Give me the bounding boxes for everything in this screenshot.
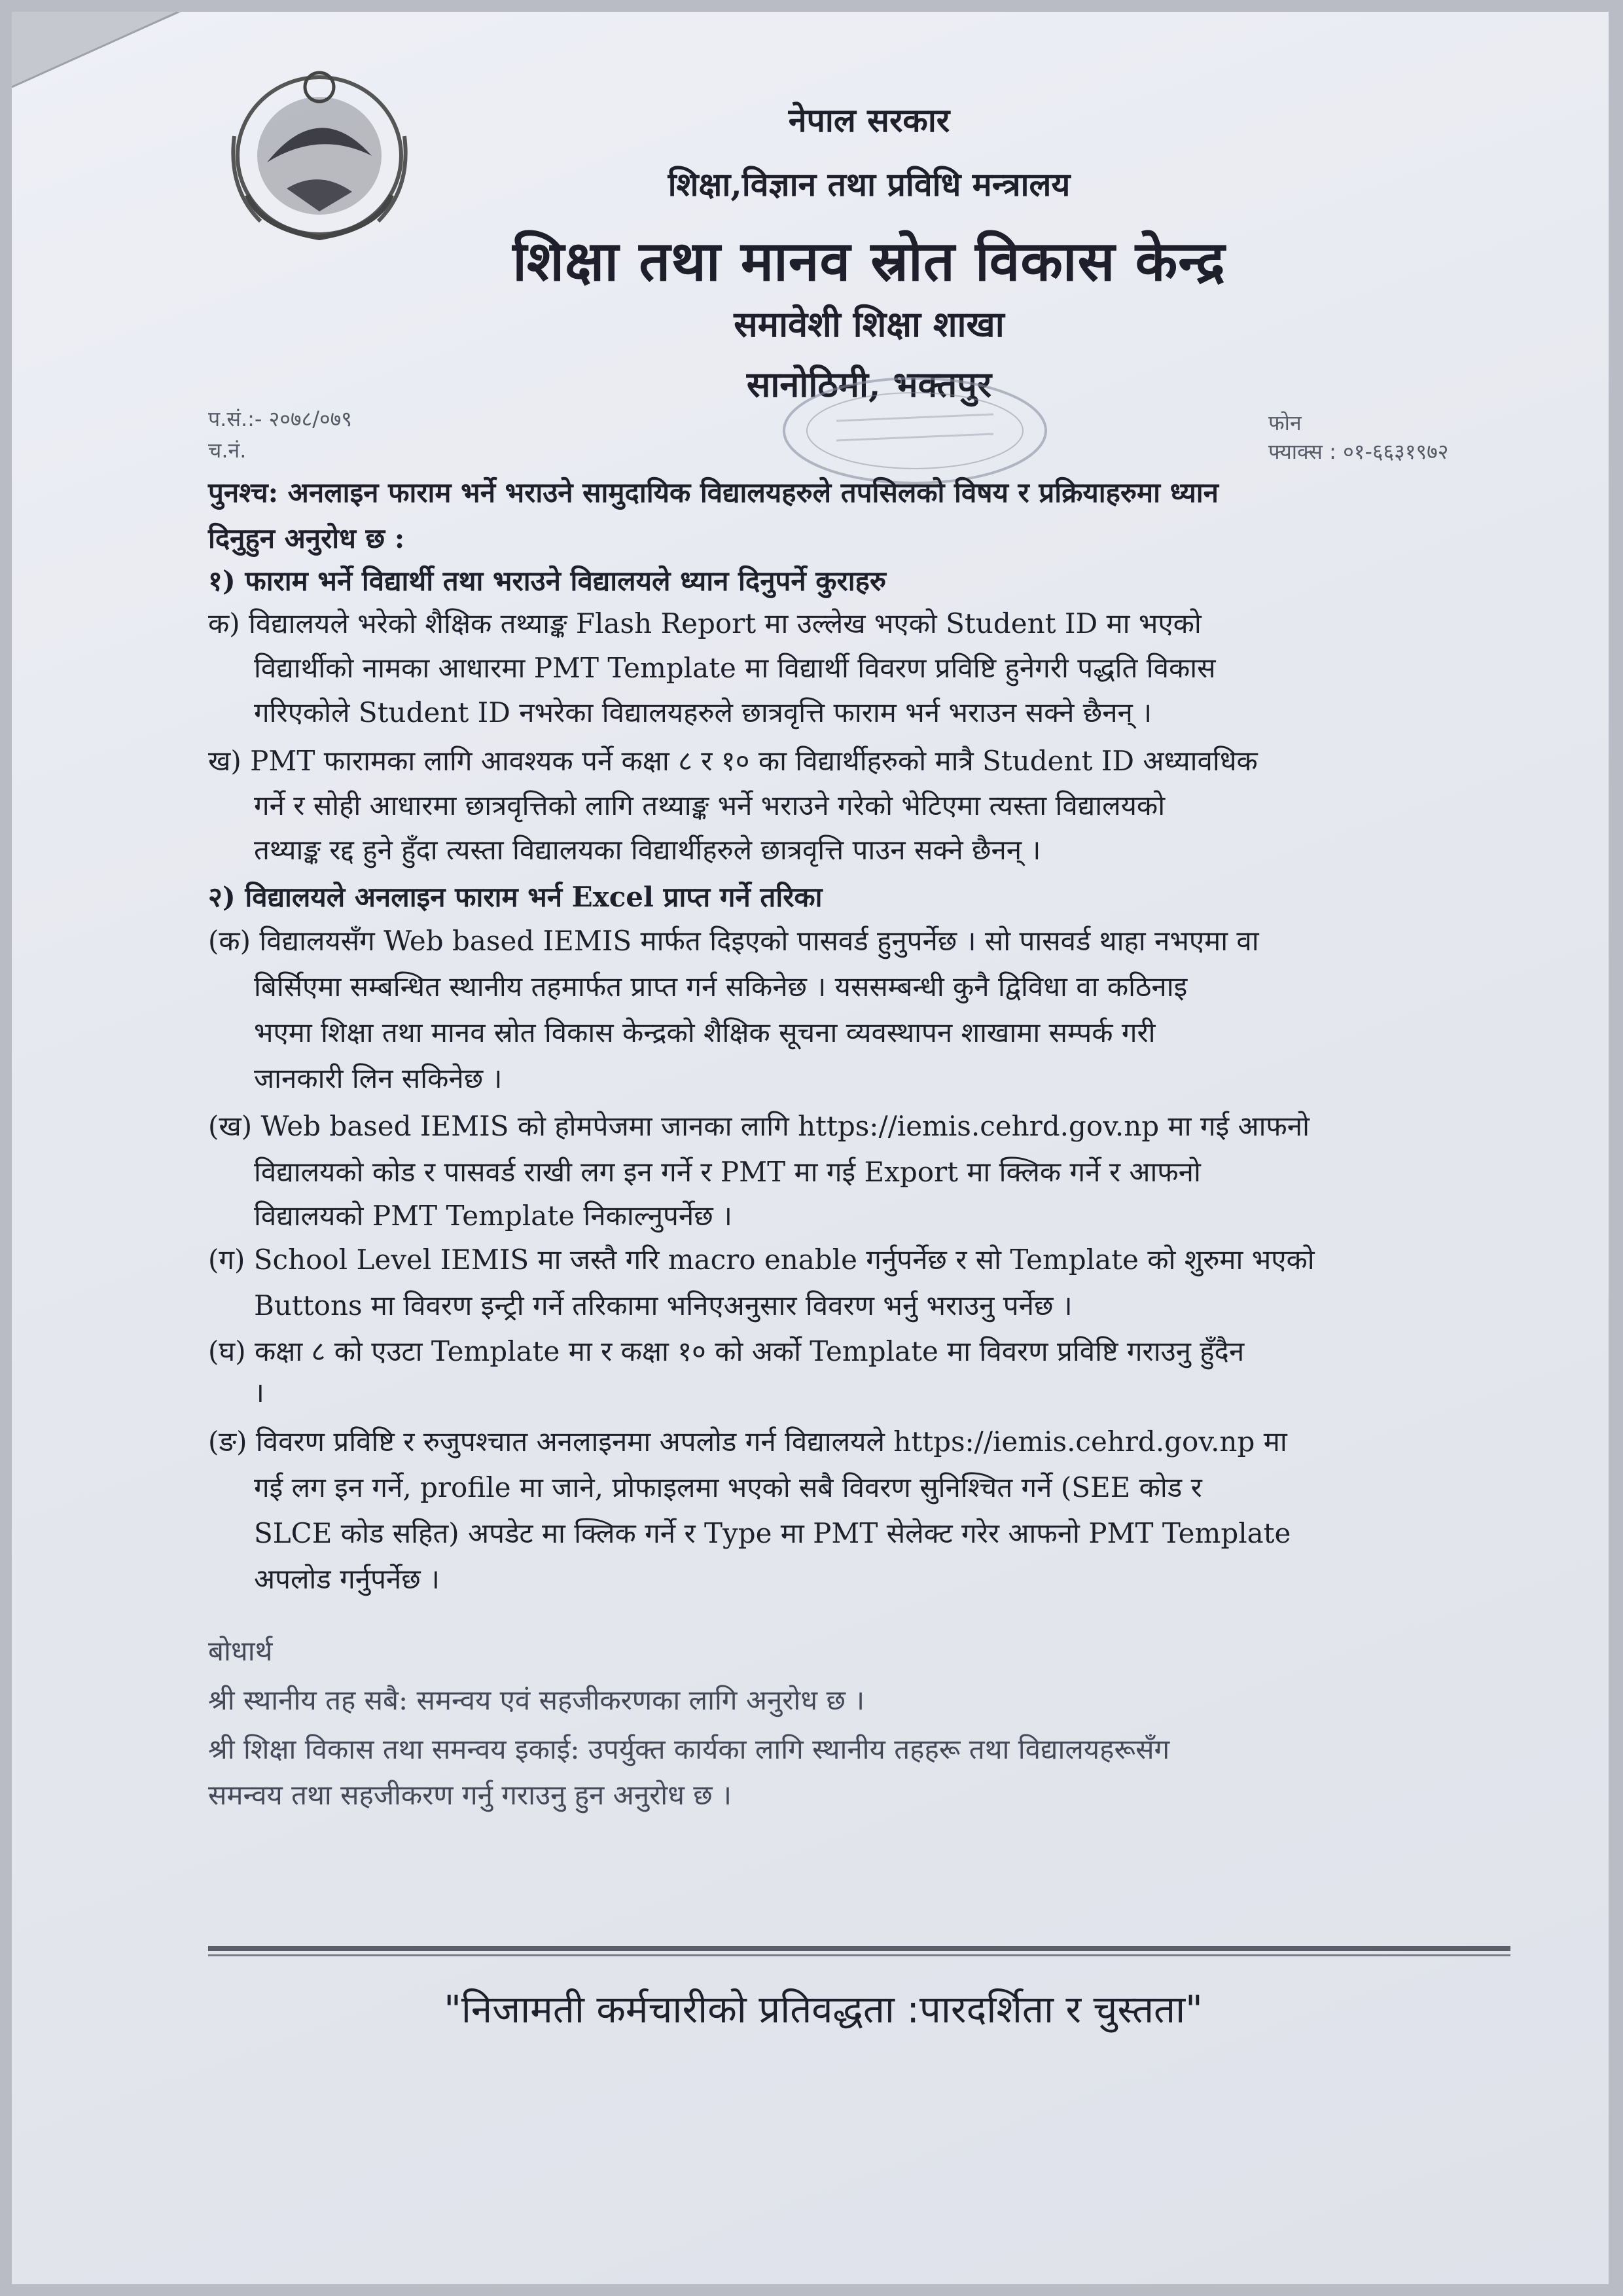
footer-rule-thin — [208, 1954, 1510, 1956]
header-address: सानोठिमी, भक्तपुर — [746, 363, 992, 405]
cc-line-2a: श्री शिक्षा विकास तथा समन्वय इकाई: उपर्युक्त कार्यका लागि स्थानीय तहहरू तथा विद्यालयहरूसँग — [208, 1733, 1170, 1765]
fax-number: फ्याक्स : ०१-६६३१९७२ — [1268, 439, 1449, 464]
section-2-item-kha-line-2: विद्यालयको कोड र पासवर्ड राखी लग इन गर्ने र PMT मा गई Export मा क्लिक गर्ने र आफनो — [254, 1156, 1201, 1188]
header-ministry: शिक्षा,विज्ञान तथा प्रविधि मन्त्रालय — [668, 165, 1071, 204]
intro-line-2: दिनुहुन अनुरोध छ : — [208, 522, 405, 554]
section-2-item-kha-line-1: (ख) Web based IEMIS को होमपेजमा जानका लागि https://iemis.cehrd.gov.np मा गई आफनो — [208, 1110, 1310, 1142]
reference-number: प.सं.:- २०७८/०७९ — [208, 406, 352, 431]
section-1-item-a-line-1: क) विद्यालयले भरेको शैक्षिक तथ्याङ्क Flash Report मा उल्लेख भएको Student ID मा भएको — [208, 607, 1202, 639]
header-section: समावेशी शिक्षा शाखा — [734, 303, 1005, 345]
cc-line-1: श्री स्थानीय तह सबै: समन्वय एवं सहजीकरणका लागि अनुरोध छ । — [208, 1684, 865, 1716]
section-1-item-b-line-1: ख) PMT फारामका लागि आवश्यक पर्ने कक्षा ८ र १० का विद्यार्थीहरुको मात्रै Student ID अध्यावधिक — [208, 745, 1258, 777]
section-2-item-ka-line-2: बिर्सिएमा सम्बन्धित स्थानीय तहमार्फत प्राप्त गर्न सकिनेछ । यससम्बन्धी कुनै द्विविधा वा कठिनाइ — [254, 971, 1188, 1003]
section-2-item-ga-line-2: Buttons मा विवरण इन्ट्री गर्ने तरिकामा भनिएअनुसार विवरण भर्नु भराउनु पर्नेछ । — [254, 1289, 1073, 1321]
intro-line-1: पुनश्च: अनलाइन फाराम भर्ने भराउने सामुदायिक विद्यालयहरुले तपसिलको विषय र प्रक्रियाहरुमा ध्यान — [208, 476, 1219, 509]
header-government: नेपाल सरकार — [788, 101, 950, 139]
cc-line-2b: समन्वय तथा सहजीकरण गर्नु गराउनु हुन अनुरोध छ । — [208, 1779, 732, 1811]
header-center: शिक्षा तथा मानव स्रोत विकास केन्द्र — [512, 228, 1226, 293]
dispatch-number: च.नं. — [208, 438, 247, 463]
section-1-item-b-line-2: गर्ने र सोही आधारमा छात्रवृत्तिको लागि तथ्याङ्क भर्ने भराउने गरेको भेटिएमा त्यस्ता विद्यालयको — [254, 789, 1166, 821]
section-2-item-nga-line-1: (ङ) विवरण प्रविष्टि र रुजुपश्चात अनलाइनमा अपलोड गर्न विद्यालयले https://iemis.cehrd.gov.np मा — [208, 1426, 1287, 1458]
section-2-heading: २) विद्यालयले अनलाइन फाराम भर्न Excel प्राप्त गर्ने तरिका — [208, 881, 823, 913]
section-2-item-ka-line-1: (क) विद्यालयसँग Web based IEMIS मार्फत दिइएको पासवर्ड हुनुपर्नेछ । सो पासवर्ड थाहा नभएमा वा — [208, 925, 1259, 957]
section-2-item-kha-line-3: विद्यालयको PMT Template निकाल्नुपर्नेछ । — [254, 1200, 732, 1232]
footer-rule — [208, 1946, 1510, 1951]
phone-label: फोन — [1268, 410, 1302, 435]
section-2-item-ga-line-1: (ग) School Level IEMIS मा जस्तै गरि macro enable गर्नुपर्नेछ र सो Template को शुरुमा भएको — [208, 1244, 1315, 1276]
section-1-item-a-line-3: गरिएकोले Student ID नभरेका विद्यालयहरुले छात्रवृत्ति फाराम भर्न भराउन सक्ने छैनन् । — [254, 696, 1152, 728]
nepal-government-emblem — [221, 58, 418, 247]
section-1-item-b-line-3: तथ्याङ्क रद्द हुने हुँदा त्यस्ता विद्यालयका विद्यार्थीहरुले छात्रवृत्ति पाउन सक्ने छैनन् । — [254, 834, 1041, 866]
section-1-item-a-line-2: विद्यार्थीको नामका आधारमा PMT Template मा विद्यार्थी विवरण प्रविष्टि हुनेगरी पद्धति विकास — [254, 652, 1216, 684]
section-2-item-gha-line-2: । — [254, 1376, 264, 1408]
section-2-item-nga-line-4: अपलोड गर्नुपर्नेछ । — [254, 1563, 440, 1595]
section-1-heading: १) फाराम भर्ने विद्यार्थी तथा भराउने विद्यालयले ध्यान दिनुपर्ने कुराहरु — [208, 565, 887, 597]
cc-heading: बोधार्थ — [208, 1635, 273, 1667]
section-2-item-ka-line-3: भएमा शिक्षा तथा मानव स्रोत विकास केन्द्रको शैक्षिक सूचना व्यवस्थापन शाखामा सम्पर्क गरी — [254, 1016, 1156, 1049]
document-page — [12, 12, 1609, 2284]
footer-motto: "निजामती कर्मचारीको प्रतिवद्धता :पारदर्शिता र चुस्तता" — [444, 1987, 1203, 2032]
section-2-item-nga-line-2: गई लग इन गर्ने, profile मा जाने, प्रोफाइलमा भएको सबै विवरण सुनिश्चित गर्ने (SEE कोड र — [254, 1471, 1202, 1503]
page-fold-shadow — [12, 12, 182, 90]
section-2-item-gha-line-1: (घ) कक्षा ८ को एउटा Template मा र कक्षा १० को अर्को Template मा विवरण प्रविष्टि गराउनु हुँदैन — [208, 1335, 1245, 1367]
section-2-item-ka-line-4: जानकारी लिन सकिनेछ । — [254, 1062, 503, 1094]
section-2-item-nga-line-3: SLCE कोड सहित) अपडेट मा क्लिक गर्ने र Type मा PMT सेलेक्ट गरेर आफनो PMT Template — [254, 1517, 1291, 1549]
